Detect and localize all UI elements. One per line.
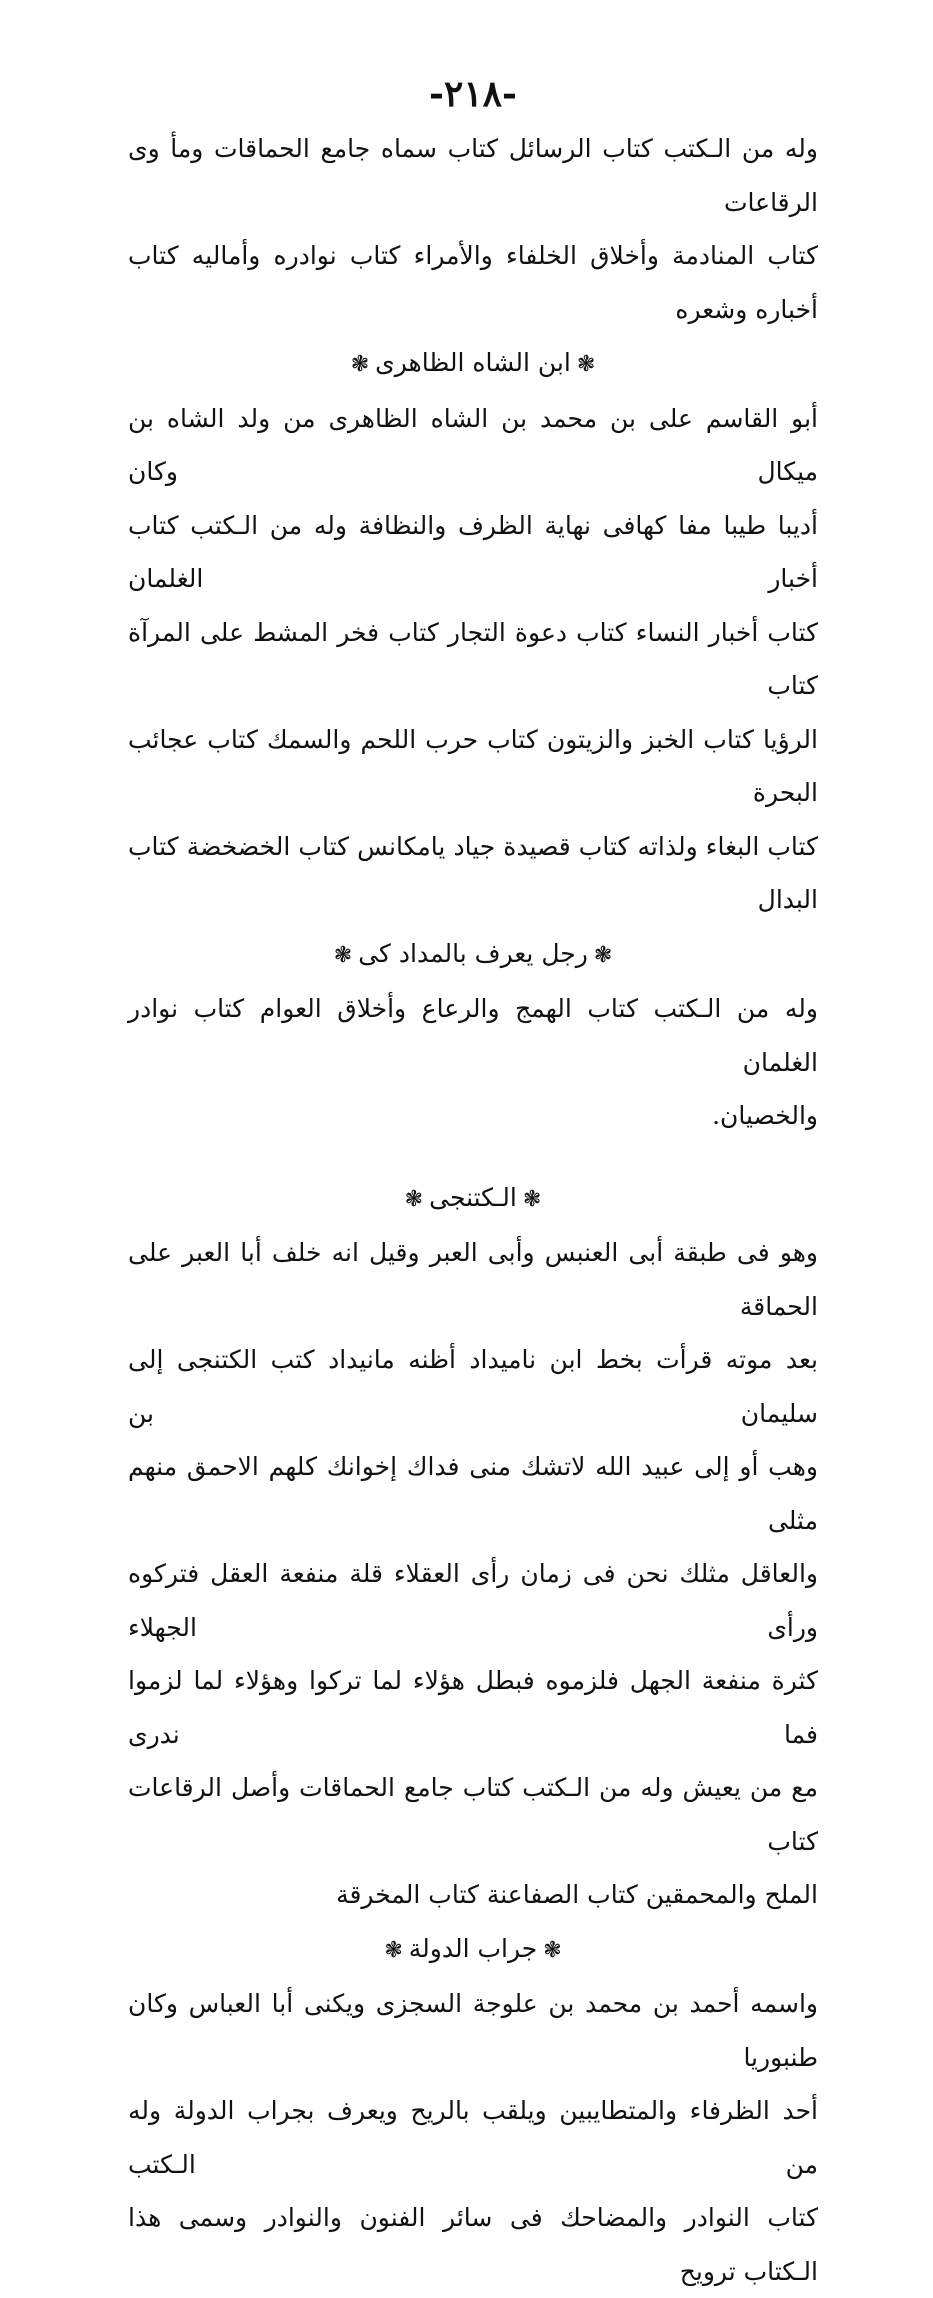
text-line: كثرة منفعة الجهل فلزموه فبطل هؤلاء لما تركوا وهؤلاء لما لزموا فما ندرى	[128, 1666, 818, 1749]
heading-text: رجل يعرف بالمداد كى	[358, 938, 588, 968]
ornament-icon: ❃	[543, 1937, 562, 1963]
ornament-icon: ❃	[384, 1937, 403, 1963]
page-content	[128, 122, 818, 2298]
text-line: أخباره وشعره	[675, 294, 818, 324]
text-line: وهو فى طبقة أبى العنبس وأبى العبر وقيل انه خلف أبا العبر على الحماقة	[128, 1238, 818, 1321]
ornament-icon: ❃	[593, 942, 613, 968]
text-line: الملح والمحمقين كتاب الصفاعنة كتاب المخرقة	[336, 1880, 818, 1909]
ornament-icon: ❃	[333, 942, 353, 968]
page-number: -٢١٨-	[429, 73, 517, 115]
text-line: والخصيان.	[712, 1101, 818, 1130]
text-line: كتاب المنادمة وأخلاق الخلفاء والأمراء كتاب نوادره وأماليه كتاب	[128, 241, 818, 270]
text-line: وله من الـكتب كتاب الرسائل كتاب سماه جامع الحماقات ومأ وى الرقاعات	[128, 134, 818, 217]
text-line: الرؤيا كتاب الخبز والزيتون كتاب حرب اللحم والسمك كتاب عجائب البحرة	[128, 724, 818, 807]
text-line: أبو القاسم على بن محمد بن الشاه الظاهرى من ولد الشاه بن ميكال وكان	[128, 403, 818, 486]
ornament-icon: ❃	[404, 1186, 424, 1212]
ornament-icon: ❃	[522, 1186, 542, 1212]
text-line: كتاب النوادر والمضاحك فى سائر الفنون والنوادر وسمى هذا الـكتاب ترويح	[128, 2203, 818, 2286]
ornament-icon: ❃	[350, 352, 370, 377]
ornament-icon: ❃	[576, 352, 596, 377]
text-line: كتاب أخبار النساء كتاب دعوة التجار كتاب فخر المشط على المرآة كتاب	[128, 617, 818, 700]
text-line: أديبا طيبا مفا كهافى نهاية الظرف والنظافة وله من الـكتب كتاب أخبار الغلمان	[128, 510, 818, 593]
heading-text: ابن الشاه الظاهرى	[375, 348, 571, 377]
section-heading	[128, 336, 818, 392]
text-line: أحد الظرفاء والمتطايبين ويلقب بالريح ويعرف بجراب الدولة وله من الـكتب	[128, 2096, 818, 2179]
text-line: واسمه أحمد بن محمد بن علوجة السجزى ويكنى أبا العباس وكان طنبوريا	[128, 1989, 818, 2072]
section-heading	[128, 927, 818, 983]
text-line: والعاقل مثلك نحن فى زمان رأى العقلاء قلة منفعة العقل فتركوه ورأى الجهلاء	[128, 1559, 818, 1642]
document-page	[128, 70, 818, 2286]
text-line: بعد موته قرأت بخط ابن ناميداد أظنه مانيداد كتب الكتنجى إلى سليمان بن	[128, 1345, 818, 1428]
section-gap	[128, 1143, 818, 1171]
text-line: كتاب البغاء ولذاته كتاب قصيدة جياد يامكانس كتاب الخضخضة كتاب البدال	[128, 831, 818, 914]
text-line: وله من الـكتب كتاب الهمج والرعاع وأخلاق العوام كتاب نوادر الغلمان	[128, 994, 818, 1077]
heading-text: جراب الدولة	[408, 1933, 538, 1963]
section-heading	[128, 1922, 818, 1978]
section-heading	[128, 1171, 818, 1227]
heading-text: الـكتنجى	[429, 1182, 517, 1212]
text-line: وهب أو إلى عبيد الله لاتشك منى فداك إخوانك كلهم الاحمق منهم مثلى	[128, 1452, 818, 1535]
text-line: مع من يعيش وله من الـكتب كتاب جامع الحماقات وأصل الرقاعات كتاب	[128, 1773, 818, 1856]
